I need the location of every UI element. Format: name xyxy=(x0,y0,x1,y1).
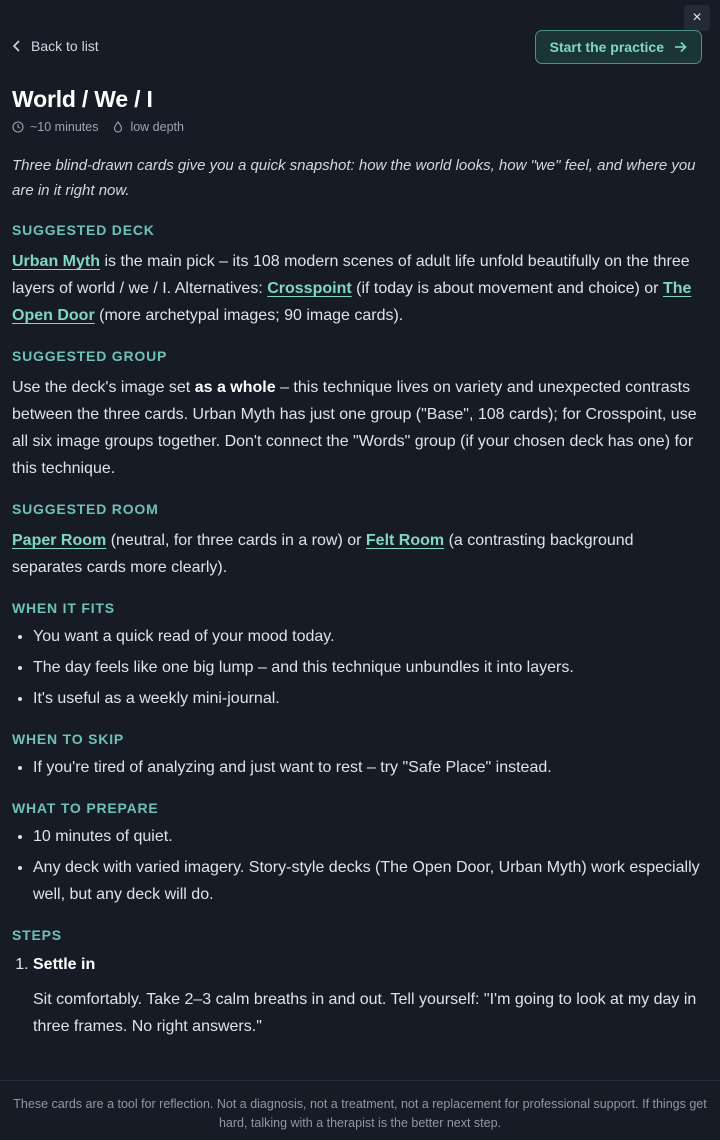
open-door-link[interactable]: The Open Door xyxy=(12,280,692,324)
list-item: • Any deck with varied imagery. Story-style decks (The Open Door, Urban Myth) work especially well, but any deck will do. xyxy=(33,854,702,908)
practice-meta xyxy=(12,120,702,134)
suggested-group-heading: SUGGESTED GROUP xyxy=(12,348,168,364)
disclaimer-footer: These cards are a tool for reflection. Not a diagnosis, not a treatment, not a replacement for professional support. If things get hard, talking with a therapist is the better next step. xyxy=(0,1080,720,1140)
list-item: • It's useful as a weekly mini-journal. xyxy=(33,685,702,712)
close-icon: × xyxy=(692,9,702,26)
clock-icon xyxy=(12,121,24,133)
step-item xyxy=(33,951,702,1040)
back-to-list-link[interactable] xyxy=(12,38,99,54)
when-to-skip-list xyxy=(12,754,702,781)
what-to-prepare-heading: WHAT TO PREPARE xyxy=(12,800,159,816)
when-it-fits-list xyxy=(12,623,702,712)
duration-label: ~10 minutes xyxy=(30,120,99,134)
top-bar xyxy=(12,30,702,64)
suggested-deck-text: Urban Myth is the main pick – its 108 modern scenes of adult life unfold beautifully on the three layers of world / we / I. Alternatives: Crosspoint (if today is about movement and choice) or The Open Door (more archetypal images; 90 image cards). xyxy=(12,253,692,324)
list-item: • If you're tired of analyzing and just want to rest – try "Safe Place" instead. xyxy=(33,754,702,781)
intro-text: Three blind-drawn cards give you a quick snapshot: how the world looks, how "we" feel, and where you are in it right now. xyxy=(12,157,696,199)
when-to-skip-heading: WHEN TO SKIP xyxy=(12,731,125,747)
crosspoint-link[interactable]: Crosspoint xyxy=(267,280,352,297)
steps-heading: STEPS xyxy=(12,927,62,943)
depth xyxy=(112,120,184,134)
felt-room-link[interactable]: Felt Room xyxy=(365,532,445,549)
drop-icon xyxy=(112,121,124,133)
duration xyxy=(12,120,98,134)
suggested-group-text: Use the deck's image set as a whole – this technique lives on variety and unexpected contrasts between the three cards. Urban Myth has just one group ("Base", 108 cards); for Crosspoint, use all six image groups together. Don't connect the "Words" group (if your chosen deck has one) for this technique. xyxy=(12,379,697,477)
depth-label: low depth xyxy=(130,120,184,134)
close-button[interactable] xyxy=(684,5,710,31)
paper-room-link[interactable]: Paper Room xyxy=(12,532,107,549)
list-item: • You want a quick read of your mood today. xyxy=(33,623,702,650)
arrow-right-icon xyxy=(674,41,687,53)
steps-list xyxy=(12,951,702,1040)
list-item: • 10 minutes of quiet. xyxy=(33,823,702,850)
step-text: Sit comfortably. Take 2–3 calm breaths in and out. Tell yourself: "I'm going to look at my day in three frames. No right answers." xyxy=(33,991,697,1035)
start-practice-button[interactable] xyxy=(535,30,702,64)
chevron-left-icon xyxy=(12,40,22,52)
urban-myth-link[interactable]: Urban Myth xyxy=(12,253,100,270)
list-item: • The day feels like one big lump – and this technique unbundles it into layers. xyxy=(33,654,702,681)
suggested-deck-heading: SUGGESTED DECK xyxy=(12,222,155,238)
what-to-prepare-list xyxy=(12,823,702,908)
when-it-fits-heading: WHEN IT FITS xyxy=(12,600,115,616)
back-label: Back to list xyxy=(31,38,99,54)
suggested-room-heading: SUGGESTED ROOM xyxy=(12,501,159,517)
step-title: Settle in xyxy=(33,956,96,973)
page-title: World / We / I xyxy=(12,86,153,112)
start-label: Start the practice xyxy=(549,39,664,55)
practice-content xyxy=(12,84,702,1040)
suggested-room-text: Paper Room (neutral, for three cards in a row) or Felt Room (a contrasting background separates cards more clearly). xyxy=(12,532,634,576)
